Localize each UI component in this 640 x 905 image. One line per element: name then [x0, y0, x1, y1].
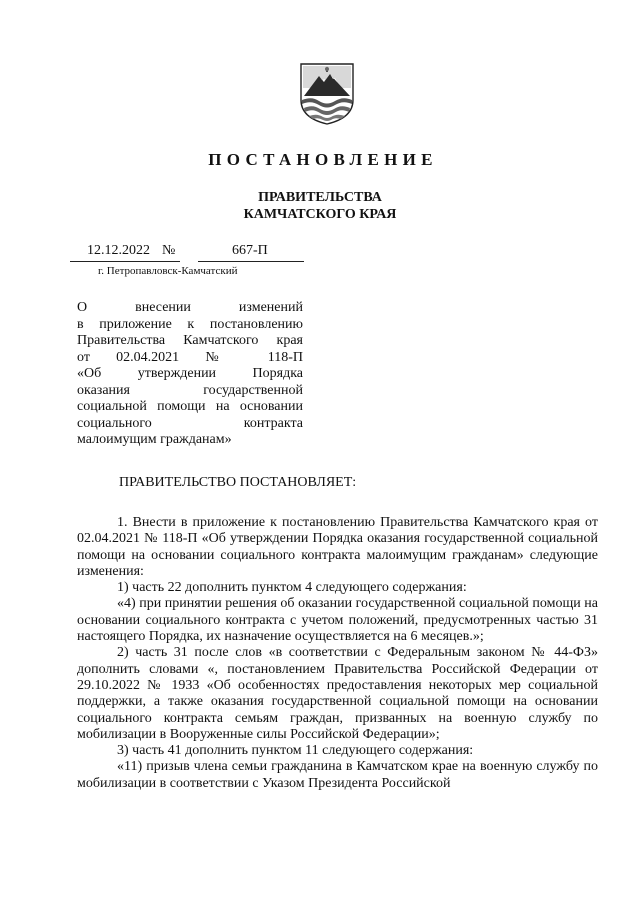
body-paragraph: «4) при принятии решения об оказании государственной социальной помощи на основании социального контракта с учетом положений, предусмотренных частью 31 настоящего Порядка, их назначение осуществляется на 6 месяцев.»;: [77, 596, 598, 645]
body-paragraph: 1. Внести в приложение к постановлению Правительства Камчатского края от 02.04.2021 № 118-П «Об утверждении Порядка оказания государственной социальной помощи на основании социального контракта малоимущим гражданам» следующие изменения:: [77, 515, 598, 579]
body-paragraph: «11) призыв члена семьи гражданина в Камчатском крае на военную службу по мобилизации в соответствии с Указом Президента Российской: [77, 759, 598, 791]
subject-line: оказания государственной: [77, 382, 303, 398]
number-sign: №: [162, 243, 176, 258]
document-number: 667-П: [232, 243, 268, 258]
body-paragraph: 2) часть 31 после слов «в соответствии с Федеральным законом № 44-ФЗ» дополнить словами «, постановлением Правительства Российской Федерации от 29.10.2022 № 1933 «Об особенностях предоставления некоторых мер социальной поддержки, а также оказания государственной социальной помощи на основании социального контракта семьям граждан, призванных на военную службу по мобилизации в Вооруженные силы Российской Федерации»;: [77, 645, 598, 742]
issue-city: г. Петропавловск-Камчатский: [98, 265, 238, 277]
kamchatka-coat-of-arms-icon: [297, 62, 357, 126]
subject-line: социального контракта: [77, 415, 303, 431]
subject-line: Правительства Камчатского края: [77, 333, 303, 348]
body-paragraph: 3) часть 41 дополнить пунктом 11 следующего содержания:: [117, 743, 474, 759]
issuing-authority-line-1: ПРАВИТЕЛЬСТВА: [258, 190, 382, 205]
subject-line: малоимущим гражданам»: [77, 432, 232, 447]
document-date: 12.12.2022: [87, 243, 150, 258]
body-paragraph: 1) часть 22 дополнить пунктом 4 следующего содержания:: [117, 580, 467, 596]
resolution-heading: ПРАВИТЕЛЬСТВО ПОСТАНОВЛЯЕТ:: [119, 475, 357, 490]
number-underline: [198, 261, 304, 262]
document-title: ПОСТАНОВЛЕНИЕ: [208, 150, 438, 169]
document-body: [77, 515, 598, 792]
issuing-authority: [0, 189, 640, 223]
subject-line: от 02.04.2021 № 118-П: [77, 349, 303, 365]
document-subject: [77, 300, 303, 449]
subject-line: в приложение к постановлению: [77, 316, 303, 332]
issuing-authority-line-2: КАМЧАТСКОГО КРАЯ: [243, 207, 397, 222]
subject-line: «Об утверждении Порядка: [77, 366, 303, 381]
subject-line: О внесении изменений: [77, 300, 303, 315]
date-underline: [70, 261, 180, 262]
subject-line: социальной помощи на основании: [77, 399, 303, 414]
